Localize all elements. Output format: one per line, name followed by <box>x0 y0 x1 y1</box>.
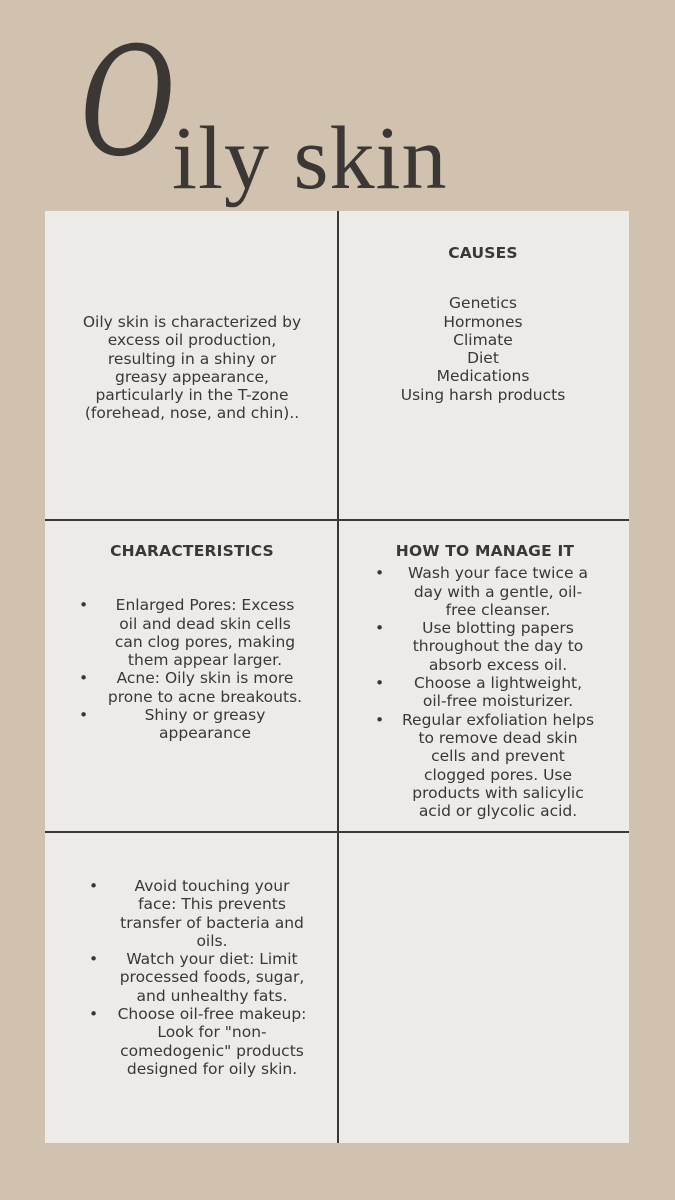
causes-list <box>351 294 615 404</box>
causes-cell <box>351 244 615 404</box>
intro-text: Oily skin is characterized by excess oil production, resulting in a shiny or greasy appearance, particularly in the T-zone (forehead, nose, and chin).. <box>82 313 302 423</box>
causes-heading: CAUSES <box>448 244 518 262</box>
horizontal-divider-1 <box>45 519 629 521</box>
characteristic-item: • Shiny or greasy appearance <box>79 706 305 743</box>
tip-item: • Watch your diet: Limit processed foods, sugar, and unhealthy fats. <box>89 950 309 1005</box>
cause-item: Medications <box>436 367 530 386</box>
cause-item: Climate <box>453 330 513 349</box>
characteristic-item: • Enlarged Pores: Excess oil and dead skin cells can clog pores, making them appear larger. <box>79 596 305 669</box>
characteristics-list <box>79 596 305 742</box>
characteristics-heading: CHARACTERISTICS <box>110 542 274 560</box>
manage-list <box>375 564 595 820</box>
title-text: ily skin <box>172 109 448 208</box>
manage-item: • Choose a lightweight, oil-free moisturizer. <box>375 674 595 711</box>
manage-cell <box>375 542 595 820</box>
cause-item: Diet <box>467 349 499 368</box>
characteristic-item: • Acne: Oily skin is more prone to acne breakouts. <box>79 669 305 706</box>
info-grid <box>45 211 629 1143</box>
manage-item: • Regular exfoliation helps to remove dead skin cells and prevent clogged pores. Use products with salicylic acid or glycolic acid. <box>375 711 595 821</box>
tips-list <box>89 877 309 1078</box>
tip-item: • Choose oil-free makeup: Look for "non-comedogenic" products designed for oily skin. <box>89 1005 309 1078</box>
tips-cell <box>89 877 309 1078</box>
empty-cell <box>338 833 629 1143</box>
title-initial: O <box>80 16 176 190</box>
cause-item: Using harsh products <box>400 385 566 404</box>
page-title <box>80 16 500 208</box>
intro-cell <box>81 313 303 423</box>
tip-item: • Avoid touching your face: This prevents transfer of bacteria and oils. <box>89 877 309 950</box>
cause-item: Hormones <box>443 312 523 331</box>
manage-heading: HOW TO MANAGE IT <box>395 542 575 560</box>
manage-item: • Use blotting papers throughout the day to absorb excess oil. <box>375 619 595 674</box>
cause-item: Genetics <box>449 294 517 313</box>
characteristics-cell <box>79 542 305 743</box>
manage-item: • Wash your face twice a day with a gentle, oil-free cleanser. <box>375 564 595 619</box>
